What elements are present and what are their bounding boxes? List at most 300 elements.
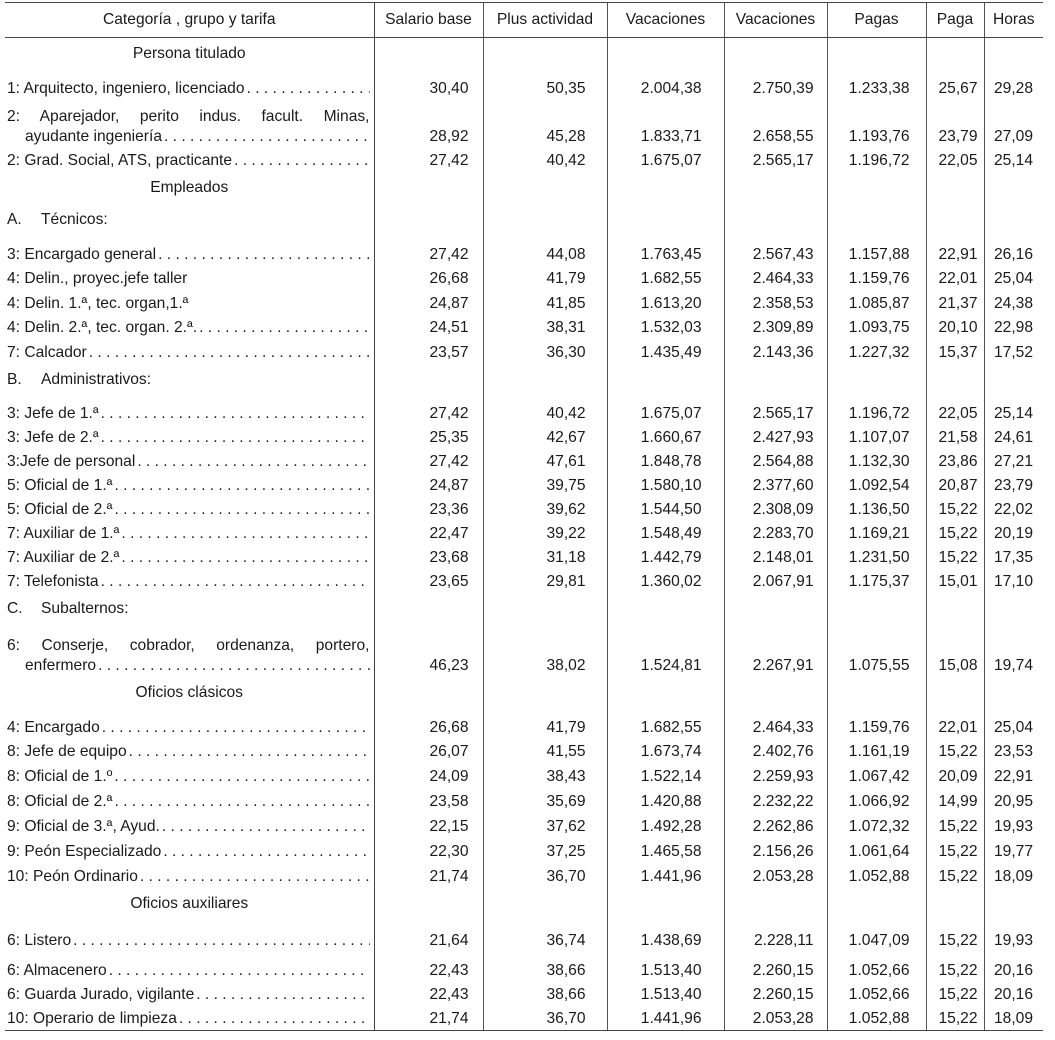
cell-pagas: 1.196,72 <box>827 396 926 425</box>
cell-salario-base: 21,64 <box>374 920 483 952</box>
section-title: Oficios clásicos <box>135 683 243 701</box>
table-row <box>5 863 1043 888</box>
empty-cell <box>827 364 926 396</box>
cell-vacaciones-2: 2.053,28 <box>724 863 827 888</box>
cell-vacaciones-1: 1.420,88 <box>607 788 724 813</box>
cell-plus-actividad: 41,85 <box>483 290 607 315</box>
category-label: 7: Telefonista <box>7 572 99 590</box>
category-label: 3: Jefe de 2.ª <box>7 428 99 446</box>
subgroup-letter: C. <box>7 599 23 617</box>
category-cell <box>5 569 374 593</box>
cell-pagas: 1.196,72 <box>827 148 926 172</box>
cell-horas: 25,04 <box>984 709 1043 739</box>
empty-cell <box>724 172 827 204</box>
cell-plus-actividad: 38,31 <box>483 315 607 339</box>
cell-horas: 18,09 <box>984 863 1043 888</box>
table-row <box>5 339 1043 364</box>
category-label-wrap <box>7 525 370 543</box>
cell-salario-base: 27,42 <box>374 236 483 266</box>
category-label-wrap <box>7 429 370 447</box>
cell-paga: 14,99 <box>926 788 984 813</box>
category-label: 4: Delin., proyec.jefe taller <box>7 269 188 287</box>
cell-vacaciones-2: 2.565,17 <box>724 148 827 172</box>
cell-paga: 15,08 <box>926 625 984 677</box>
leader-dots <box>162 818 370 836</box>
cell-paga: 15,37 <box>926 339 984 364</box>
category-cell <box>5 982 374 1006</box>
leader-dots <box>109 962 370 980</box>
table-row <box>5 982 1043 1006</box>
empty-cell <box>724 204 827 236</box>
category-cell <box>5 625 374 677</box>
category-label-wrap <box>7 768 370 786</box>
cell-horas: 22,91 <box>984 763 1043 788</box>
category-cell <box>5 425 374 449</box>
category-label: 3:Jefe de personal <box>7 452 136 470</box>
empty-cell <box>984 38 1043 70</box>
cell-pagas: 1.093,75 <box>827 315 926 339</box>
cell-horas: 20,19 <box>984 521 1043 545</box>
cell-vacaciones-1: 1.544,50 <box>607 497 724 521</box>
cell-plus-actividad: 39,62 <box>483 497 607 521</box>
cell-paga: 15,22 <box>926 863 984 888</box>
empty-cell <box>483 888 607 920</box>
cell-vacaciones-2: 2.156,26 <box>724 838 827 863</box>
table-row <box>5 788 1043 813</box>
salary-table-page <box>5 2 1043 1031</box>
category-label: 4: Encargado <box>7 718 100 736</box>
empty-cell <box>827 593 926 625</box>
cell-pagas: 1.052,88 <box>827 1006 926 1031</box>
cell-plus-actividad: 41,79 <box>483 266 607 290</box>
cell-vacaciones-1: 1.441,96 <box>607 863 724 888</box>
cell-pagas: 1.159,76 <box>827 709 926 739</box>
cell-horas: 23,79 <box>984 473 1043 497</box>
category-cell <box>5 449 374 473</box>
cell-paga: 22,05 <box>926 396 984 425</box>
cell-paga: 15,22 <box>926 952 984 982</box>
leader-dots <box>163 843 369 861</box>
category-label: 7: Calcador <box>7 343 87 361</box>
cell-horas: 23,53 <box>984 739 1043 763</box>
leader-dots <box>101 573 370 591</box>
cell-vacaciones-1: 1.524,81 <box>607 625 724 677</box>
category-cell <box>5 315 374 339</box>
empty-cell <box>724 38 827 70</box>
leader-dots <box>98 657 369 675</box>
cell-salario-base: 30,40 <box>374 70 483 100</box>
cell-vacaciones-1: 1.441,96 <box>607 1006 724 1031</box>
cell-horas: 22,98 <box>984 315 1043 339</box>
cell-paga: 15,01 <box>926 569 984 593</box>
category-cell <box>5 739 374 763</box>
category-cell <box>5 473 374 497</box>
subgroup-label: Subalternos: <box>41 599 129 617</box>
category-label-wrap <box>7 986 370 1004</box>
category-label-wrap <box>7 549 370 567</box>
leader-dots <box>73 932 369 950</box>
cell-plus-actividad: 40,42 <box>483 148 607 172</box>
category-label-wrap <box>7 270 370 288</box>
cell-paga: 22,05 <box>926 148 984 172</box>
cell-paga: 20,10 <box>926 315 984 339</box>
table-row <box>5 763 1043 788</box>
cell-paga: 15,22 <box>926 813 984 838</box>
empty-cell <box>984 364 1043 396</box>
cell-paga: 21,58 <box>926 425 984 449</box>
category-label-wrap <box>7 295 370 313</box>
empty-cell <box>374 172 483 204</box>
cell-salario-base: 22,30 <box>374 838 483 863</box>
cell-salario-base: 27,42 <box>374 148 483 172</box>
category-label-wrap <box>7 843 370 861</box>
category-label: 7: Auxiliar de 1.ª <box>7 524 120 542</box>
cell-plus-actividad: 37,25 <box>483 838 607 863</box>
table-row <box>5 290 1043 315</box>
cell-plus-actividad: 44,08 <box>483 236 607 266</box>
table-row <box>5 148 1043 172</box>
leader-dots <box>101 429 370 447</box>
category-label-wrap <box>7 1010 370 1028</box>
cell-pagas: 1.052,66 <box>827 952 926 982</box>
cell-horas: 20,16 <box>984 952 1043 982</box>
empty-cell <box>374 677 483 709</box>
cell-vacaciones-2: 2.358,53 <box>724 290 827 315</box>
cell-vacaciones-2: 2.658,55 <box>724 100 827 148</box>
empty-cell <box>827 677 926 709</box>
cell-paga: 15,22 <box>926 739 984 763</box>
leader-dots <box>140 868 370 886</box>
cell-salario-base: 22,43 <box>374 952 483 982</box>
category-cell <box>5 339 374 364</box>
category-cell <box>5 545 374 569</box>
cell-vacaciones-2: 2.308,09 <box>724 497 827 521</box>
cell-vacaciones-2: 2.567,43 <box>724 236 827 266</box>
cell-horas: 22,02 <box>984 497 1043 521</box>
empty-cell <box>483 38 607 70</box>
cell-horas: 18,09 <box>984 1006 1043 1031</box>
cell-pagas: 1.233,38 <box>827 70 926 100</box>
cell-vacaciones-1: 1.682,55 <box>607 266 724 290</box>
cell-horas: 25,14 <box>984 396 1043 425</box>
category-label-line2-wrap <box>7 657 370 675</box>
category-label-wrap <box>7 501 370 519</box>
header-salario-base: Salario base <box>374 3 483 38</box>
cell-vacaciones-2: 2.228,11 <box>724 920 827 952</box>
empty-cell <box>827 38 926 70</box>
cell-salario-base: 27,42 <box>374 396 483 425</box>
cell-vacaciones-2: 2.750,39 <box>724 70 827 100</box>
leader-dots <box>114 477 369 495</box>
table-row <box>5 449 1043 473</box>
cell-pagas: 1.132,30 <box>827 449 926 473</box>
cell-vacaciones-2: 2.564,88 <box>724 449 827 473</box>
cell-vacaciones-1: 1.682,55 <box>607 709 724 739</box>
table-row <box>5 266 1043 290</box>
category-label-wrap <box>7 246 370 264</box>
cell-plus-actividad: 45,28 <box>483 100 607 148</box>
empty-cell <box>374 364 483 396</box>
cell-vacaciones-1: 1.848,78 <box>607 449 724 473</box>
cell-plus-actividad: 35,69 <box>483 788 607 813</box>
cell-paga: 23,86 <box>926 449 984 473</box>
cell-horas: 19,93 <box>984 813 1043 838</box>
category-cell <box>5 1006 374 1031</box>
empty-cell <box>607 677 724 709</box>
empty-cell <box>724 364 827 396</box>
section-row <box>5 888 1043 920</box>
subgroup-title <box>5 593 374 625</box>
cell-pagas: 1.061,64 <box>827 838 926 863</box>
empty-cell <box>984 888 1043 920</box>
cell-vacaciones-2: 2.427,93 <box>724 425 827 449</box>
category-label-wrap <box>7 319 370 337</box>
section-title: Persona titulado <box>132 44 246 62</box>
empty-cell <box>374 204 483 236</box>
cell-vacaciones-1: 1.673,74 <box>607 739 724 763</box>
section-title: Empleados <box>150 178 229 196</box>
cell-vacaciones-2: 2.377,60 <box>724 473 827 497</box>
cell-vacaciones-1: 1.442,79 <box>607 545 724 569</box>
cell-vacaciones-1: 1.360,02 <box>607 569 724 593</box>
cell-horas: 25,14 <box>984 148 1043 172</box>
category-label: 8: Jefe de equipo <box>7 742 127 760</box>
category-label-wrap <box>7 793 370 811</box>
category-label: 9: Peón Especializado <box>7 842 162 860</box>
cell-plus-actividad: 36,70 <box>483 863 607 888</box>
leader-dots <box>179 1010 370 1028</box>
category-label-wrap <box>7 573 370 591</box>
category-label-wrap <box>7 818 370 836</box>
cell-vacaciones-2: 2.067,91 <box>724 569 827 593</box>
category-label: 6: Guarda Jurado, vigilante <box>7 985 195 1003</box>
cell-horas: 17,10 <box>984 569 1043 593</box>
cell-pagas: 1.092,54 <box>827 473 926 497</box>
cell-salario-base: 23,68 <box>374 545 483 569</box>
cell-vacaciones-2: 2.143,36 <box>724 339 827 364</box>
table-row <box>5 569 1043 593</box>
empty-cell <box>926 364 984 396</box>
header-category: Categoría , grupo y tarifa <box>5 3 374 38</box>
cell-plus-actividad: 36,30 <box>483 339 607 364</box>
section-row <box>5 677 1043 709</box>
category-label: 7: Auxiliar de 2.ª <box>7 548 120 566</box>
category-cell <box>5 763 374 788</box>
cell-paga: 15,22 <box>926 982 984 1006</box>
cell-vacaciones-1: 1.532,03 <box>607 315 724 339</box>
cell-paga: 15,22 <box>926 545 984 569</box>
table-row <box>5 920 1043 952</box>
empty-cell <box>483 364 607 396</box>
empty-cell <box>483 172 607 204</box>
table-row <box>5 236 1043 266</box>
cell-vacaciones-1: 1.438,69 <box>607 920 724 952</box>
cell-pagas: 1.227,32 <box>827 339 926 364</box>
leader-dots <box>137 453 369 471</box>
cell-vacaciones-1: 1.580,10 <box>607 473 724 497</box>
leader-dots <box>199 319 369 337</box>
empty-cell <box>827 172 926 204</box>
leader-dots <box>114 501 369 519</box>
empty-cell <box>827 204 926 236</box>
cell-pagas: 1.107,07 <box>827 425 926 449</box>
cell-salario-base: 22,47 <box>374 521 483 545</box>
leader-dots <box>247 80 370 98</box>
cell-horas: 27,09 <box>984 100 1043 148</box>
cell-paga: 22,01 <box>926 709 984 739</box>
cell-horas: 20,16 <box>984 982 1043 1006</box>
cell-salario-base: 22,15 <box>374 813 483 838</box>
cell-plus-actividad: 36,70 <box>483 1006 607 1031</box>
cell-plus-actividad: 41,55 <box>483 739 607 763</box>
cell-plus-actividad: 41,79 <box>483 709 607 739</box>
empty-cell <box>926 172 984 204</box>
cell-vacaciones-1: 1.513,40 <box>607 952 724 982</box>
cell-pagas: 1.169,21 <box>827 521 926 545</box>
leader-dots <box>164 128 370 146</box>
leader-dots <box>129 743 370 761</box>
category-label: 3: Encargado general <box>7 245 157 263</box>
category-cell <box>5 788 374 813</box>
cell-vacaciones-2: 2.464,33 <box>724 709 827 739</box>
cell-vacaciones-1: 2.004,38 <box>607 70 724 100</box>
cell-pagas: 1.066,92 <box>827 788 926 813</box>
category-label: 8: Oficial de 2.ª <box>7 792 113 810</box>
category-cell <box>5 709 374 739</box>
cell-paga: 15,22 <box>926 1006 984 1031</box>
salary-table <box>5 2 1043 1031</box>
table-row <box>5 813 1043 838</box>
cell-horas: 29,28 <box>984 70 1043 100</box>
leader-dots <box>114 768 369 786</box>
cell-vacaciones-2: 2.260,15 <box>724 952 827 982</box>
empty-cell <box>607 38 724 70</box>
cell-paga: 15,22 <box>926 920 984 952</box>
table-row <box>5 396 1043 425</box>
empty-cell <box>374 38 483 70</box>
table-row <box>5 545 1043 569</box>
category-cell <box>5 266 374 290</box>
cell-vacaciones-1: 1.513,40 <box>607 982 724 1006</box>
cell-salario-base: 24,51 <box>374 315 483 339</box>
category-cell <box>5 100 374 148</box>
empty-cell <box>827 888 926 920</box>
cell-pagas: 1.085,87 <box>827 290 926 315</box>
cell-salario-base: 21,74 <box>374 863 483 888</box>
category-label: 10: Operario de limpieza <box>7 1010 177 1027</box>
category-label: 6: Listero <box>7 931 72 949</box>
category-label-wrap <box>7 80 370 98</box>
category-label-wrap <box>7 962 370 980</box>
cell-paga: 23,79 <box>926 100 984 148</box>
header-horas: Horas <box>984 3 1043 38</box>
empty-cell <box>984 593 1043 625</box>
category-label-line1: 6: Conserje, cobrador, ordenanza, portero, <box>7 636 370 654</box>
header-plus-actividad: Plus actividad <box>483 3 607 38</box>
category-label-wrap <box>7 344 370 362</box>
leader-dots <box>89 344 370 362</box>
empty-cell <box>984 204 1043 236</box>
leader-dots <box>121 525 369 543</box>
category-label: 8: Oficial de 1.º <box>7 767 113 785</box>
category-label: 2: Grad. Social, ATS, practicante <box>7 151 233 169</box>
leader-dots <box>101 405 370 423</box>
header-vacaciones-2: Vacaciones <box>724 3 827 38</box>
cell-vacaciones-1: 1.660,67 <box>607 425 724 449</box>
cell-plus-actividad: 39,22 <box>483 521 607 545</box>
subgroup-label: Técnicos: <box>41 210 108 228</box>
cell-pagas: 1.072,32 <box>827 813 926 838</box>
cell-pagas: 1.231,50 <box>827 545 926 569</box>
cell-vacaciones-2: 2.402,76 <box>724 739 827 763</box>
empty-cell <box>607 172 724 204</box>
table-body <box>5 38 1043 1031</box>
cell-plus-actividad: 38,66 <box>483 982 607 1006</box>
cell-pagas: 1.157,88 <box>827 236 926 266</box>
table-row <box>5 952 1043 982</box>
cell-pagas: 1.161,19 <box>827 739 926 763</box>
cell-paga: 20,87 <box>926 473 984 497</box>
cell-vacaciones-1: 1.492,28 <box>607 813 724 838</box>
category-label-line2-wrap <box>7 128 370 146</box>
empty-cell <box>724 677 827 709</box>
subgroup-title <box>5 364 374 396</box>
category-cell <box>5 920 374 952</box>
leader-dots <box>196 986 369 1004</box>
cell-salario-base: 23,65 <box>374 569 483 593</box>
table-header <box>5 3 1043 38</box>
table-row <box>5 100 1043 148</box>
cell-vacaciones-1: 1.613,20 <box>607 290 724 315</box>
cell-plus-actividad: 38,66 <box>483 952 607 982</box>
leader-dots <box>234 152 369 170</box>
table-row <box>5 497 1043 521</box>
cell-pagas: 1.067,42 <box>827 763 926 788</box>
cell-vacaciones-2: 2.565,17 <box>724 396 827 425</box>
empty-cell <box>724 593 827 625</box>
cell-vacaciones-2: 2.232,22 <box>724 788 827 813</box>
subgroup-label: Administrativos: <box>41 370 152 388</box>
cell-pagas: 1.047,09 <box>827 920 926 952</box>
cell-salario-base: 22,43 <box>374 982 483 1006</box>
cell-salario-base: 26,68 <box>374 709 483 739</box>
cell-horas: 17,52 <box>984 339 1043 364</box>
cell-vacaciones-2: 2.260,15 <box>724 982 827 1006</box>
table-row <box>5 625 1043 677</box>
cell-salario-base: 26,68 <box>374 266 483 290</box>
cell-paga: 15,22 <box>926 497 984 521</box>
cell-plus-actividad: 37,62 <box>483 813 607 838</box>
category-cell <box>5 838 374 863</box>
cell-pagas: 1.175,37 <box>827 569 926 593</box>
cell-salario-base: 23,57 <box>374 339 483 364</box>
header-vacaciones-1: Vacaciones <box>607 3 724 38</box>
cell-vacaciones-1: 1.435,49 <box>607 339 724 364</box>
cell-horas: 17,35 <box>984 545 1043 569</box>
subgroup-row <box>5 364 1043 396</box>
cell-salario-base: 24,87 <box>374 473 483 497</box>
empty-cell <box>926 204 984 236</box>
category-label-line2: ayudante ingeniería <box>25 127 162 145</box>
leader-dots <box>102 719 370 737</box>
cell-vacaciones-2: 2.464,33 <box>724 266 827 290</box>
header-pagas: Pagas <box>827 3 926 38</box>
empty-cell <box>483 677 607 709</box>
category-cell <box>5 236 374 266</box>
empty-cell <box>984 172 1043 204</box>
empty-cell <box>724 888 827 920</box>
category-label-wrap <box>7 868 370 886</box>
